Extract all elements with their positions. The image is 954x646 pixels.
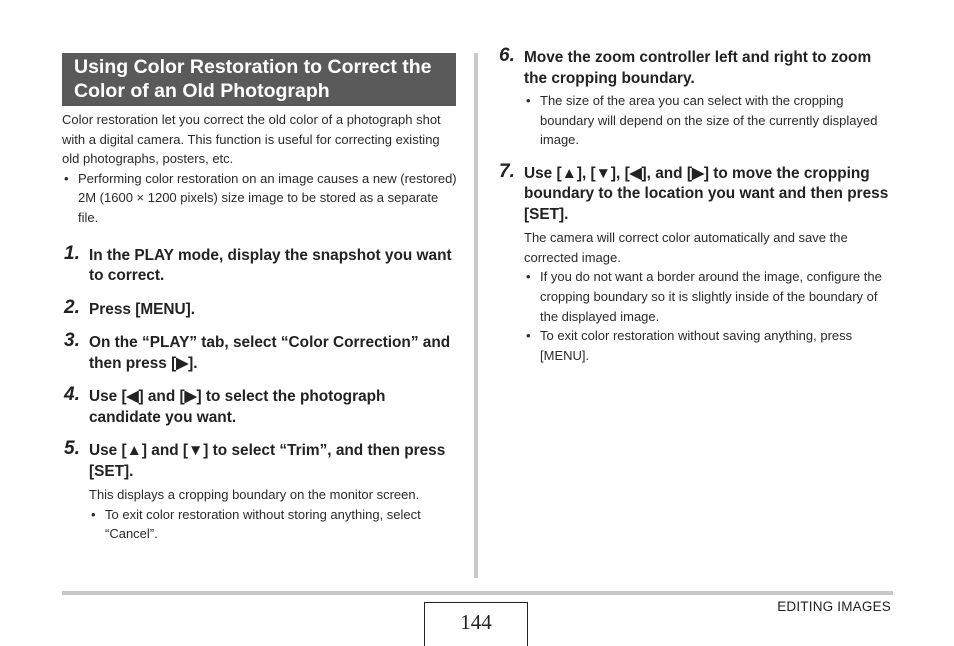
step-number: 1. bbox=[64, 242, 80, 264]
step-bullet-list bbox=[524, 267, 889, 365]
step-body: This displays a cropping boundary on the monitor screen. bbox=[89, 487, 420, 503]
step-number: 5. bbox=[64, 438, 80, 460]
page-number: 144 bbox=[424, 602, 528, 646]
step-number: 3. bbox=[64, 330, 80, 352]
section-title: Using Color Restoration to Correct the Color of an Old Photograph bbox=[62, 53, 456, 106]
right-column bbox=[497, 45, 889, 365]
step-title: Use [▲], [▼], [◀], and [▶] to move the cropping boundary to the location you want and then press [SET]. bbox=[524, 164, 889, 223]
step-2 bbox=[62, 296, 457, 321]
step-bullet-list bbox=[89, 505, 457, 544]
step-title: On the “PLAY” tab, select “Color Correction” and then press [▶]. bbox=[89, 334, 451, 372]
step-bullet: • If you do not want a border around the image, configure the cropping boundary so it is slightly inside of the boundary of the displayed image. bbox=[526, 269, 882, 324]
bullet-icon: • bbox=[91, 506, 96, 522]
bullet-icon: • bbox=[64, 170, 69, 186]
step-body: The camera will correct color automatically and save the corrected image. bbox=[524, 230, 848, 265]
left-column bbox=[62, 53, 457, 544]
intro-bullet: • Performing color restoration on an image causes a new (restored) 2M (1600 × 1200 pixels) size image to be stored as a separate file. bbox=[64, 170, 457, 225]
step-bullet: • The size of the area you can select with the cropping boundary will depend on the size of the currently displayed image. bbox=[526, 93, 878, 148]
step-title: In the PLAY mode, display the snapshot you want to correct. bbox=[89, 246, 452, 285]
step-6 bbox=[497, 45, 889, 150]
step-4 bbox=[62, 384, 457, 428]
step-number: 7. bbox=[499, 160, 515, 182]
step-title: Use [◀] and [▶] to select the photograph candidate you want. bbox=[89, 388, 386, 426]
bullet-icon: • bbox=[526, 269, 531, 285]
step-3 bbox=[62, 330, 457, 374]
bullet-icon: • bbox=[526, 328, 531, 344]
step-bullet-list bbox=[524, 91, 889, 150]
column-divider bbox=[474, 53, 478, 578]
step-number: 2. bbox=[64, 296, 80, 318]
step-7 bbox=[497, 160, 889, 366]
intro-bullet-list bbox=[62, 169, 457, 228]
step-number: 6. bbox=[499, 45, 515, 66]
step-title: Use [▲] and [▼] to select “Trim”, and then press [SET]. bbox=[89, 442, 446, 480]
step-5 bbox=[62, 438, 457, 544]
step-bullet: • To exit color restoration without storing anything, select “Cancel”. bbox=[91, 506, 421, 542]
step-bullet: • To exit color restoration without saving anything, press [MENU]. bbox=[526, 328, 853, 363]
step-number: 4. bbox=[64, 384, 80, 406]
step-title: Move the zoom controller left and right to zoom the cropping boundary. bbox=[524, 49, 872, 87]
footer-section-label: EDITING IMAGES bbox=[777, 599, 891, 614]
footer-divider bbox=[62, 591, 893, 595]
step-title: Press [MENU]. bbox=[89, 300, 196, 318]
bullet-icon: • bbox=[526, 93, 531, 108]
intro-paragraph: Color restoration let you correct the old color of a photograph shot with a digital camera. This function is useful for correcting existing old photographs, posters, etc. bbox=[62, 112, 441, 167]
step-1 bbox=[62, 242, 457, 287]
